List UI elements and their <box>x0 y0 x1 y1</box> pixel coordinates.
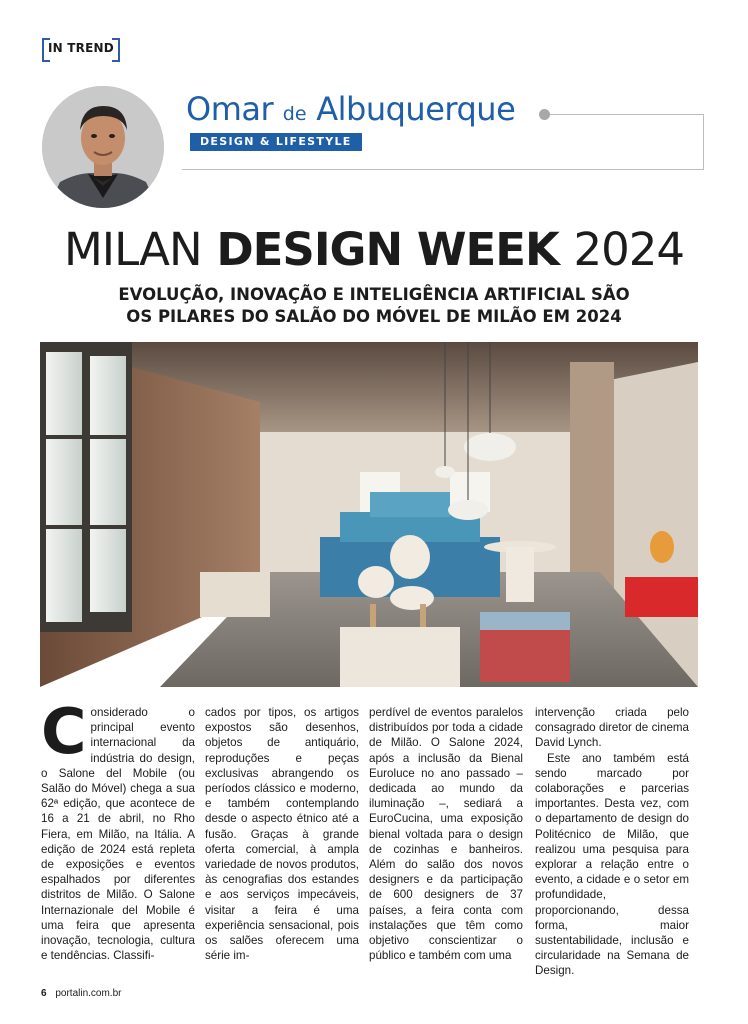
subtitle-line-2: OS PILARES DO SALÃO DO MÓVEL DE MILÃO EM 2024 <box>126 307 622 326</box>
author-name-particle: de <box>282 103 307 125</box>
site-url: portalin.com.br <box>55 988 122 999</box>
article-column-2 <box>205 705 359 963</box>
author-frame-top-rule <box>548 114 704 115</box>
exhibition-photo <box>40 342 698 687</box>
section-tag <box>42 38 120 58</box>
article-paragraph: cados por tipos, os artigos expostos são desenhos, objetos de antiquário, reproduções e peças exclusivas abrangendo os períodos clássico e moderno, e também contemplando desde o aspecto étnico até a fusão. Graças à grande oferta comercial, à ampla variedade de novos produtos, às cenografias dos estandes e aos serviços impecáveis, visitar a feira é uma experiência sensacional, pois os salões oferecem uma série im- <box>205 706 359 963</box>
author-first-name: Omar <box>186 90 274 128</box>
page-title <box>0 222 748 278</box>
article-paragraph: Este ano também está sendo marcado por colaborações e parcerias importantes. Desta vez, com o departamento de design do Politécnico de Milão, que realizou uma pesquisa para explorar a relação entre o evento, a cidade e o setor em profundidade, proporcionando, dessa forma, maior sustentabilidade, inclusão e circularidade na Semana de Design. <box>535 751 689 978</box>
article-column-3 <box>369 705 523 963</box>
article-paragraph: intervenção criada pelo consagrado diretor de cinema David Lynch. <box>535 706 689 750</box>
headline-part-2: DESIGN WEEK <box>216 223 559 276</box>
author-avatar <box>42 86 164 208</box>
article-paragraph <box>41 695 195 963</box>
subtitle <box>60 284 688 328</box>
article-paragraph: perdível de eventos paralelos distribuídos por toda a cidade de Milão. O Salone 2024, após a inclusão da Bienal Euroluce no ano passado – dedicada ao mundo da iluminação –, sediará a EuroCucina, uma exposição bienal voltada para o design de cozinhas e banheiros. Além do salão dos novos designers e da participação de 600 designers de 37 países, a feira conta com instalações que têm como objetivo conscientizar o público e também com uma <box>369 706 523 963</box>
author-category-badge: DESIGN & LIFESTYLE <box>190 133 362 151</box>
author-name <box>186 90 515 128</box>
article-column-1 <box>41 695 195 963</box>
subtitle-line-1: EVOLUÇÃO, INOVAÇÃO E INTELIGÊNCIA ARTIFICIAL SÃO <box>118 285 630 304</box>
headline-part-1: MILAN <box>63 223 202 276</box>
author-last-name: Albuquerque <box>316 90 516 128</box>
section-tag-label: IN TREND <box>48 41 114 55</box>
headline-part-3: 2024 <box>573 223 685 276</box>
article-column-4 <box>535 705 689 979</box>
page-number: 6 <box>41 988 47 999</box>
page-footer <box>41 988 121 999</box>
drop-cap: C <box>41 695 87 768</box>
paragraph-text: onsiderado o principal evento internacional da indústria do design, o Salone del Mobile (ou Salão do Móvel) chega a sua 62ª edição, que acontece de 16 a 21 de abril, no Rho Fiera, em Milão, na Itália. A edição de 2024 está repleta de exposições e eventos espalhados por diferentes distritos de Milão. O Salone Internazionale del Mobile é uma feira que apresenta inovação, tecnologia, cultura e tendências. Classifi- <box>41 706 195 963</box>
author-frame-dot <box>539 109 550 120</box>
